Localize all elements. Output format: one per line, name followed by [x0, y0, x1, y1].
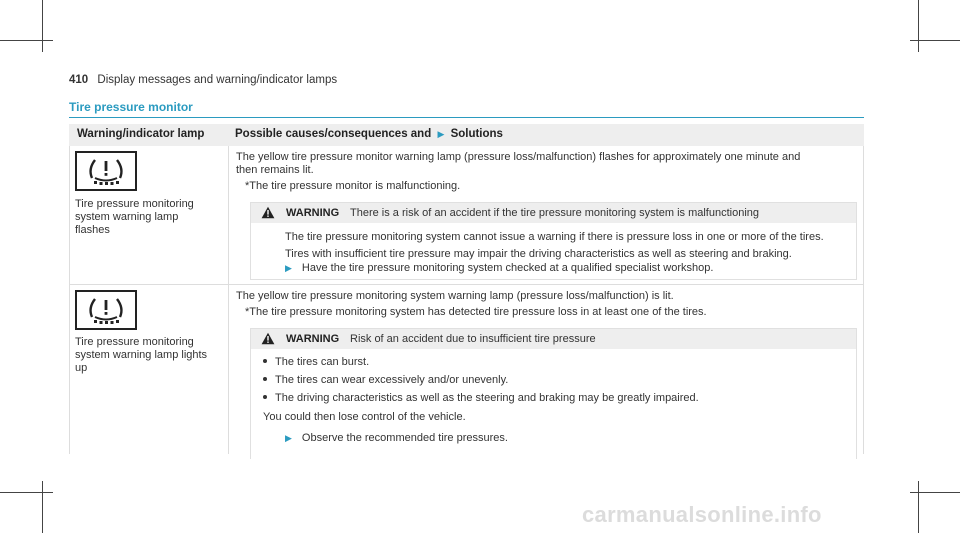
warning-header — [251, 203, 856, 223]
action-step — [285, 432, 508, 445]
lamp-description — [75, 198, 225, 237]
bullet-text: The driving characteristics as well as the steering and braking may be greatly impaired. — [275, 392, 699, 404]
page-number: 410 — [69, 74, 89, 86]
warning-box — [250, 202, 857, 280]
action-arrow-icon: ▶ — [285, 433, 292, 443]
table-border — [69, 146, 70, 454]
cause-text: *The tire pressure monitor is malfunctioning. — [245, 180, 461, 192]
lamp-description — [75, 336, 225, 375]
warning-label: WARNING — [286, 333, 340, 345]
bullet-item — [263, 356, 369, 369]
warning-note: You could then lose control of the vehicle. — [263, 411, 466, 423]
bullet-dot — [263, 377, 267, 381]
watermark: carmanualsonline.info — [582, 502, 822, 527]
col-header-solutions-label: Solutions — [450, 128, 503, 140]
col-header-causes — [235, 128, 503, 140]
warning-title: There is a risk of an accident if the tire pressure monitoring system is malfunctioning — [350, 207, 760, 219]
lamp-description-line: system warning lamp — [75, 211, 179, 223]
col-header-causes-label: Possible causes/consequences and — [235, 128, 432, 140]
action-text: Observe the recommended tire pressures. — [301, 432, 508, 444]
action-text: Have the tire pressure monitoring system checked at a qualified specialist workshop. — [301, 262, 714, 274]
lamp-description-line: flashes — [75, 224, 110, 236]
lamp-description-line: system warning lamp lights — [75, 349, 208, 361]
table-header — [69, 124, 864, 146]
warning-body-line: The tire pressure monitoring system cannot issue a warning if there is pressure loss in one or more of the tires. — [285, 231, 824, 243]
bullet-dot — [263, 359, 267, 363]
play-arrow-icon: ▶ — [437, 129, 445, 139]
bullet-text: The tires can wear excessively and/or unevenly. — [275, 374, 509, 386]
table-border — [863, 146, 864, 454]
running-header — [69, 74, 337, 86]
section-title: Tire pressure monitor — [69, 100, 193, 114]
lamp-description-line: up — [75, 362, 88, 374]
warning-label: WARNING — [286, 207, 340, 219]
warning-body — [285, 229, 824, 263]
col-header-lamp: Warning/indicator lamp — [77, 128, 205, 140]
column-divider — [228, 146, 229, 454]
warning-triangle-icon — [261, 206, 275, 222]
row-divider — [69, 284, 864, 285]
bullet-item — [263, 392, 699, 405]
cause-text: *The tire pressure monitoring system has detected tire pressure loss in at least one of the tires. — [245, 306, 707, 318]
tire-pressure-warning-icon — [75, 290, 137, 330]
action-arrow-icon: ▶ — [285, 263, 292, 273]
bullet-dot — [263, 395, 267, 399]
bullet-item — [263, 374, 508, 387]
lamp-description-line: Tire pressure monitoring — [75, 198, 194, 210]
status-line: then remains lit. — [236, 164, 314, 176]
bullet-text: The tires can burst. — [275, 356, 370, 368]
lamp-status-text: The yellow tire pressure monitoring system warning lamp (pressure loss/malfunction) is lit. — [236, 290, 674, 302]
warning-box — [250, 328, 857, 459]
warning-header — [251, 329, 856, 349]
tire-pressure-warning-icon — [75, 151, 137, 191]
warning-triangle-icon — [261, 332, 275, 348]
warning-title: Risk of an accident due to insufficient tire pressure — [350, 333, 596, 345]
lamp-status-text — [236, 151, 800, 177]
status-line: The yellow tire pressure monitor warning lamp (pressure loss/malfunction) flashes for approximately one minute and — [236, 151, 801, 163]
running-header-title: Display messages and warning/indicator lamps — [97, 74, 338, 86]
action-step — [285, 262, 713, 275]
warning-body-line: Tires with insufficient tire pressure may impair the driving characteristics as well as steering and braking. — [285, 248, 792, 260]
lamp-description-line: Tire pressure monitoring — [75, 336, 194, 348]
section-divider — [69, 117, 864, 118]
